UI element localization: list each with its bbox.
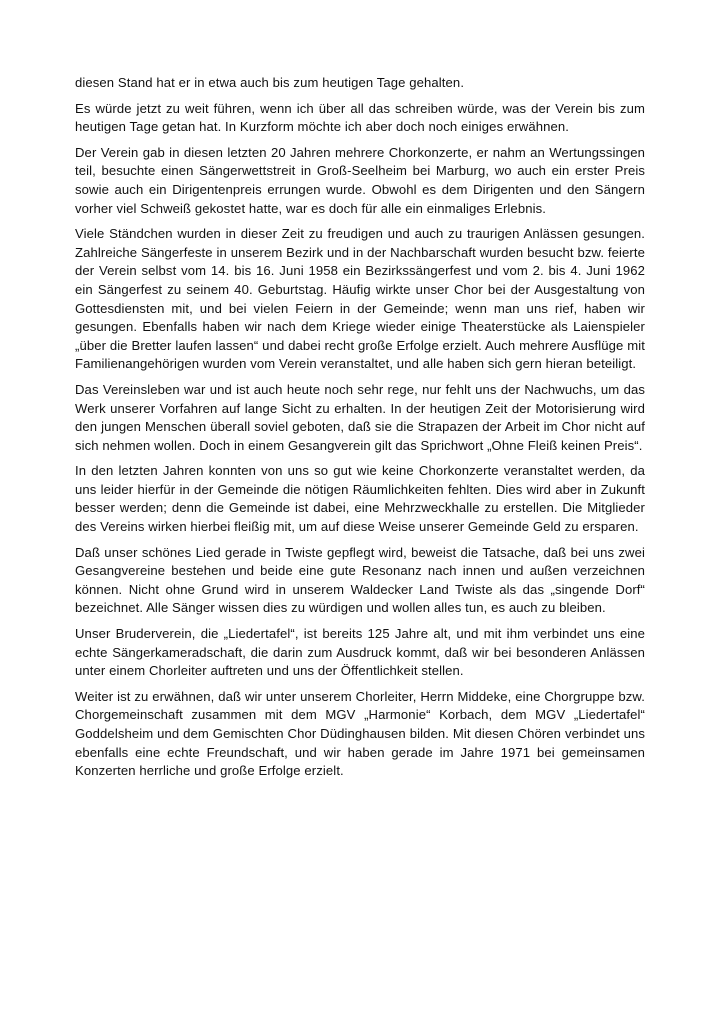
paragraph: diesen Stand hat er in etwa auch bis zum heutigen Tage gehalten.: [75, 75, 465, 90]
paragraph: Weiter ist zu erwähnen, daß wir unter unserem Chorleiter, Herrn Middeke, eine Chorgruppe bzw. Chorgemeinschaft zusammen mit dem MGV „Harmonie“ Korbach, dem MGV „Liedertafel“ Goddelsheim und dem Gemischten Chor Düdinghausen bilden. Mit diesen Chören verbindet uns ebenfalls eine echte Freundschaft, und wir haben gerade im Jahre 1971 bei gemeinsamen Konzerten herrliche und große Erfolge erzielt.: [75, 688, 645, 779]
paragraph: Das Vereinsleben war und ist auch heute noch sehr rege, nur fehlt uns der Nachwuchs, um das Werk unserer Vorfahren auf lange Sicht zu erhalten. In der heutigen Zeit der Motorisierung wird den jungen Menschen überall soviel geboten, daß sie die Strapazen der Arbeit im Chor nicht auf sich nehmen wollen. Doch in einem Gesangverein gilt das Sprichwort „Ohne Fleiß keinen Preis“.: [75, 381, 645, 453]
paragraph: In den letzten Jahren konnten von uns so gut wie keine Chorkonzerte veranstaltet werden, da uns leider hierfür in der Gemeinde die nötigen Räumlichkeiten fehlten. Dies wird aber in Zukunft besser werden; denn die Gemeinde ist dabei, eine Mehrzweckhalle zu erstellen. Die Mitglieder des Vereins wirken hierbei fleißig mit, um auf diese Weise unserer Gemeinde Geld zu ersparen.: [75, 463, 645, 535]
paragraph: Daß unser schönes Lied gerade in Twiste gepflegt wird, beweist die Tatsache, daß bei uns zwei Gesangvereine bestehen und beide eine gute Resonanz nach innen und außen verzeichnen können. Nicht ohne Grund wird in unserem Waldecker Land Twiste als das „singende Dorf“ bezeichnet. Alle Sänger wissen dies zu würdigen und wollen alles tun, es auch zu bleiben.: [75, 544, 645, 616]
paragraph: Viele Ständchen wurden in dieser Zeit zu freudigen und auch zu traurigen Anlässen gesungen. Zahlreiche Sängerfeste in unserem Bezirk und in der Nachbarschaft wurden besucht bzw. feierte der Verein selbst vom 14. bis 16. Juni 1958 ein Bezirkssängerfest und vom 2. bis 4. Juni 1962 ein Sängerfest zu seinem 40. Geburtstag. Häufig wirkte unser Chor bei der Ausgestaltung von Gottesdiensten mit, und bei vielen Feiern in der Gemeinde; wenn man uns rief, haben wir gesungen. Ebenfalls haben wir nach dem Kriege wieder einige Theaterstücke als Laienspieler „über die Bretter laufen lassen“ und dabei recht große Erfolge erzielt. Auch mehrere Ausflüge mit Familienangehörigen wurden vom Verein veranstaltet, und alle haben sich gern hieran beteiligt.: [75, 226, 645, 372]
paragraph: Der Verein gab in diesen letzten 20 Jahren mehrere Chorkonzerte, er nahm an Wertungssingen teil, besuchte einen Sängerwettstreit in Groß-Seelheim bei Marburg, wo auch ein erster Preis sowie auch ein Dirigentenpreis errungen wurde. Obwohl es dem Dirigenten und den Sängern vorher viel Schweiß gekostet hatte, war es doch für alle ein einmaliges Erlebnis.: [75, 144, 645, 216]
paragraph: Es würde jetzt zu weit führen, wenn ich über all das schreiben würde, was der Verein bis zum heutigen Tage getan hat. In Kurzform möchte ich aber doch noch einiges erwähnen.: [75, 100, 645, 135]
paragraph: Unser Bruderverein, die „Liedertafel“, ist bereits 125 Jahre alt, und mit ihm verbindet uns eine echte Sängerkameradschaft, die darin zum Ausdruck kommt, daß wir bei besonderen Anlässen unter einem Chorleiter auftreten und uns der Öffentlichkeit stellen.: [75, 626, 645, 679]
